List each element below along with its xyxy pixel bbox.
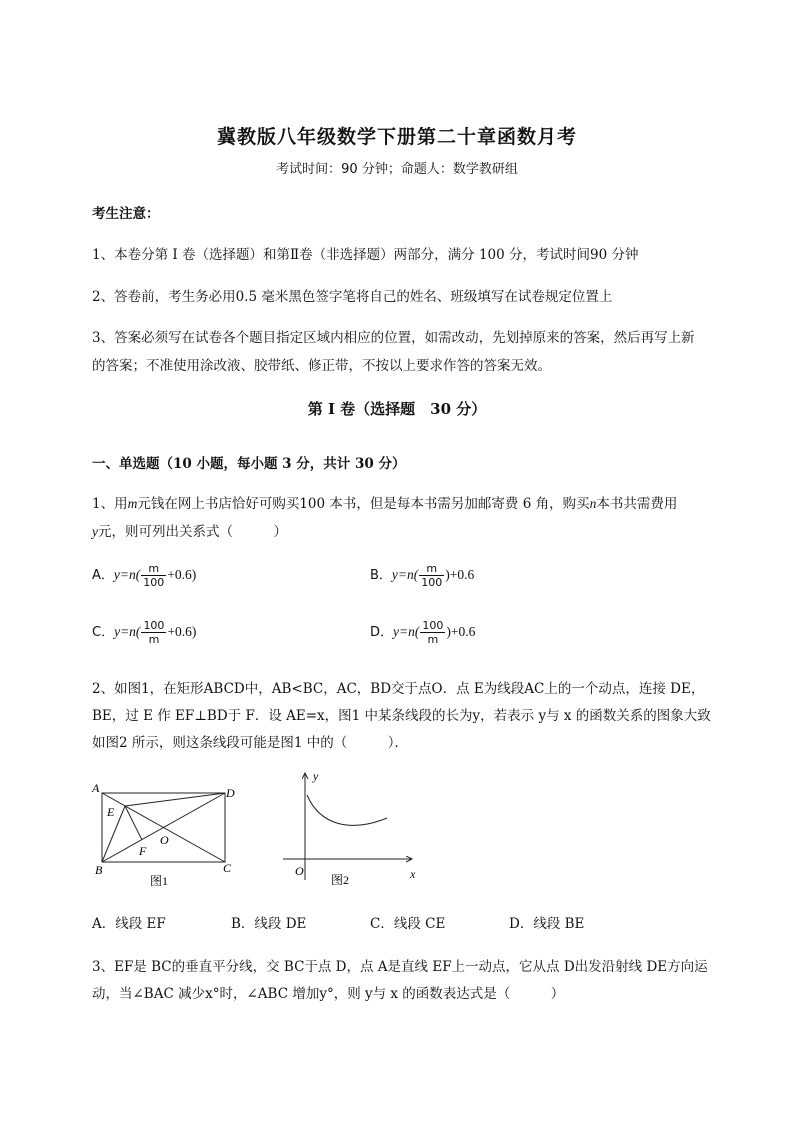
q2-option-a[interactable]: A．线段 EF (92, 916, 166, 932)
fraction: $\frac{100}{m}$ (422, 619, 444, 646)
figure-2-caption: 图2 (331, 873, 350, 887)
figure-1-caption: 图1 (150, 874, 169, 888)
q2-line1: 2、如图1，在矩形ABCD中，AB<BC，AC，BD交于点O．点 E为线段AC上的一个动点，连接 DE， (92, 681, 705, 697)
page-title: 冀教版八年级数学下册第二十章函数月考 (216, 126, 577, 148)
label-o: O (160, 833, 169, 847)
q2-option-d[interactable]: D．线段 BE (509, 916, 585, 932)
axis-label-y: y (313, 769, 319, 783)
label-a: A (92, 781, 100, 795)
label-f: F (139, 844, 147, 858)
q2-option-c[interactable]: C．线段 CE (370, 916, 446, 932)
figure-1-rectangle (88, 778, 248, 890)
q1-option-b[interactable]: B．y=n( $\frac{m}{100}$ )+0.6 (370, 562, 475, 589)
notice-heading: 考生注意： (92, 206, 160, 222)
segment-de (125, 793, 225, 806)
notice-item-1: 1、本卷分第 I 卷（选择题）和第Ⅱ卷（非选择题）两部分，满分 100 分，考试时间90 分钟 (92, 247, 639, 263)
exam-meta: 考试时间：90 分钟；命题人：数学教研组 (276, 162, 518, 177)
label-b: B (95, 863, 103, 877)
q2-line2: BE，过 E 作 EF⊥BD于 F．设 AE=x，图1 中某条线段的长为y，若表示 y与 x 的函数关系的图象大致 (92, 708, 711, 724)
axis-label-x: x (410, 867, 416, 881)
q2-line3: 如图2 所示，则这条线段可能是图1 中的（ ）． (92, 735, 409, 751)
notice-item-2: 2、答卷前，考生务必用0.5 毫米黑色签字笔将自己的姓名、班级填写在试卷规定位置上 (92, 289, 613, 305)
origin-label: O (295, 864, 304, 878)
label-e: E (107, 805, 115, 819)
q1-option-c[interactable]: C．y=n( $\frac{100}{m}$ +0.6) (92, 619, 197, 646)
q1-line1: 1、用m元钱在网上书店恰好可购买100 本书，但是每本书需另加邮寄费 6 角，购买n本书共需费用 (92, 496, 678, 512)
label-c: C (223, 861, 232, 875)
q1-option-a[interactable]: A．y=n( $\frac{m}{100}$ +0.6) (92, 562, 197, 589)
notice-item-3-cont: 的答案；不准使用涂改液、胶带纸、修正带，不按以上要求作答的答案无效。 (92, 358, 551, 374)
fraction: $\frac{m}{100}$ (143, 562, 165, 589)
notice-item-3: 3、答案必须写在试卷各个题目指定区域内相应的位置，如需改动，先划掉原来的答案，然后再写上新 (92, 330, 695, 346)
fraction: $\frac{m}{100}$ (421, 562, 443, 589)
part-heading: 一、单选题（10 小题，每小题 3 分，共计 30 分） (92, 456, 406, 472)
function-curve (307, 795, 387, 825)
q1-line2: y元，则可列出关系式（ ） (92, 524, 287, 540)
figure-2-graph (280, 765, 420, 890)
q3-line2: 动，当∠BAC 减少x°时，∠ABC 增加y°，则 y与 x 的函数表达式是（ ） (92, 986, 565, 1002)
q3-line1: 3、EF是 BC的垂直平分线，交 BC于点 D，点 A是直线 EF上一动点，它从点 D出发沿射线 DE方向运 (92, 959, 708, 975)
label-d: D (226, 786, 235, 800)
fraction: $\frac{100}{m}$ (143, 619, 165, 646)
q2-option-b[interactable]: B．线段 DE (231, 916, 307, 932)
q1-option-d[interactable]: D．y=n( $\frac{100}{m}$ )+0.6 (370, 619, 476, 646)
section-title: 第 I 卷（选择题 30 分） (307, 400, 487, 418)
